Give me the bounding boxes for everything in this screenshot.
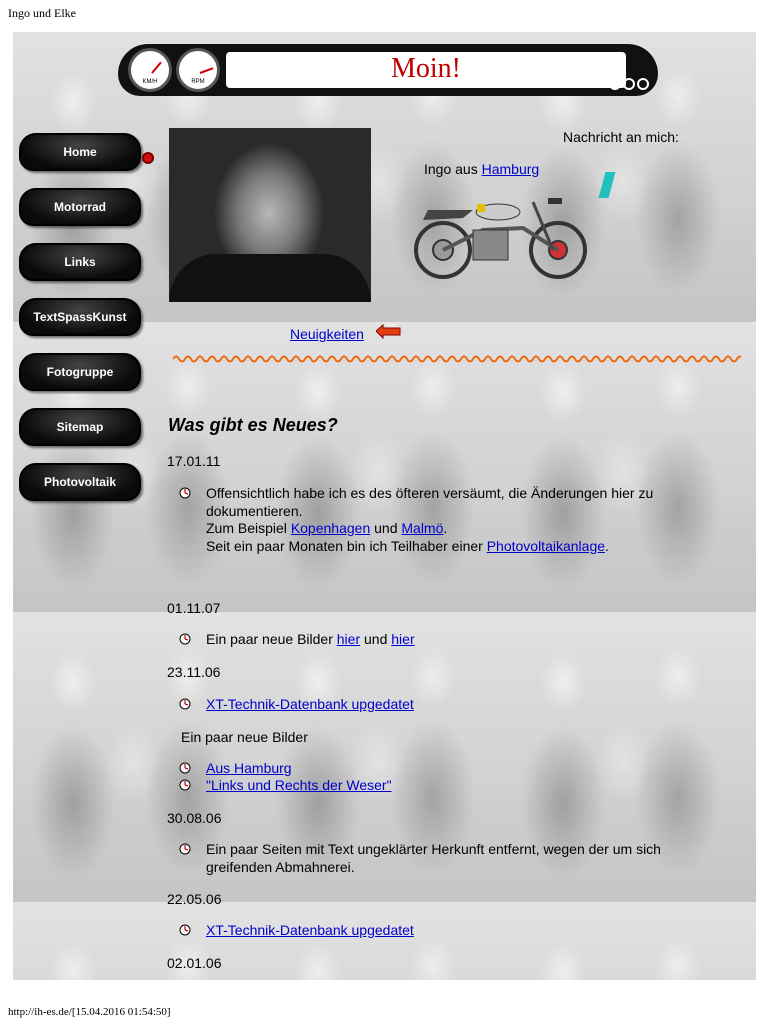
news-date: 22.05.06 [167, 891, 222, 907]
news-subheading: Ein paar neue Bilder [181, 729, 308, 745]
clock-bullet-icon [179, 924, 191, 936]
print-page-title: Ingo und Elke [8, 6, 76, 20]
hamburg-link[interactable]: Hamburg [481, 161, 540, 177]
banner-title-area [226, 52, 626, 88]
clock-bullet-icon [179, 843, 191, 855]
nav-motorrad-button[interactable]: Motorrad [19, 188, 141, 226]
news-entry [206, 777, 392, 795]
indicator-light-icon [637, 78, 649, 90]
hier-link-2[interactable]: hier [391, 631, 415, 647]
svg-text:Neu: Neu [385, 323, 397, 329]
clock-bullet-icon [179, 698, 191, 710]
weser-link[interactable]: "Links und Rechts der Weser" [206, 777, 392, 793]
news-entry [206, 696, 414, 714]
nav-textspasskunst-button[interactable]: TextSpassKunst [19, 298, 141, 336]
news-date: 30.08.06 [167, 810, 222, 826]
news-date: 01.11.07 [167, 600, 221, 616]
news-date: 17.01.11 [167, 453, 221, 469]
clock-bullet-icon [179, 487, 191, 499]
news-entry: Ein paar neue Bilder hier und hier [206, 631, 415, 647]
page-body [13, 32, 756, 980]
news-entry: Ein paar Seiten mit Text ungeklärter Herkunft entfernt, wegen der um sich greifenden Abmahnerei. [206, 841, 661, 875]
portrait-photo [169, 128, 371, 302]
wave-divider [173, 354, 741, 364]
malmo-link[interactable]: Malmö [401, 520, 444, 536]
nav-links-button[interactable]: Links [19, 243, 141, 281]
neu-arrow-icon [376, 321, 402, 339]
tachometer-icon: RPM [176, 48, 220, 92]
clock-bullet-icon [179, 633, 191, 645]
motorcycle-image [403, 190, 603, 282]
clock-bullet-icon [179, 762, 191, 774]
news-date: 02.01.06 [167, 955, 222, 971]
news-entry [206, 922, 414, 940]
aus-hamburg-link[interactable]: Aus Hamburg [206, 760, 292, 776]
nav-photovoltaik-button[interactable]: Photovoltaik [19, 463, 141, 501]
indicator-light-icon [623, 78, 635, 90]
page-title: Moin! [391, 53, 461, 84]
xt-technik-link[interactable]: XT-Technik-Datenbank upgedatet [206, 922, 414, 938]
clock-bullet-icon [179, 779, 191, 791]
news-entry [206, 760, 292, 778]
active-page-dot-icon [142, 152, 154, 164]
nav-sitemap-button[interactable]: Sitemap [19, 408, 141, 446]
xt-technik-link[interactable]: XT-Technik-Datenbank upgedatet [206, 696, 414, 712]
hier-link-1[interactable]: hier [336, 631, 361, 647]
indicator-light-icon [609, 78, 621, 90]
kopenhagen-link[interactable]: Kopenhagen [290, 520, 371, 536]
print-footer-url: http://ih-es.de/[15.04.2016 01:54:50] [8, 1006, 171, 1018]
news-date: 23.11.06 [167, 664, 221, 680]
neuigkeiten-link[interactable]: Neuigkeiten [290, 326, 364, 342]
speedometer-icon: KM/H [128, 48, 172, 92]
news-entry: Offensichtlich habe ich es des öfteren versäumt, die Änderungen hier zu dokumentieren. Zum Beispiel Kopenhagen und Malmö. Seit ein paar Monaten bin ich Teilhaber einer Photovoltaikanlage. [206, 485, 654, 554]
news-heading: Was gibt es Neues? [168, 415, 338, 435]
location-text: Ingo aus Hamburg [424, 161, 540, 177]
nav-home-button[interactable]: Home [19, 133, 141, 171]
photovoltaikanlage-link[interactable]: Photovoltaikanlage [486, 537, 606, 554]
header-banner [118, 44, 658, 96]
message-label: Nachricht an mich: [563, 129, 679, 145]
nav-fotogruppe-button[interactable]: Fotogruppe [19, 353, 141, 391]
